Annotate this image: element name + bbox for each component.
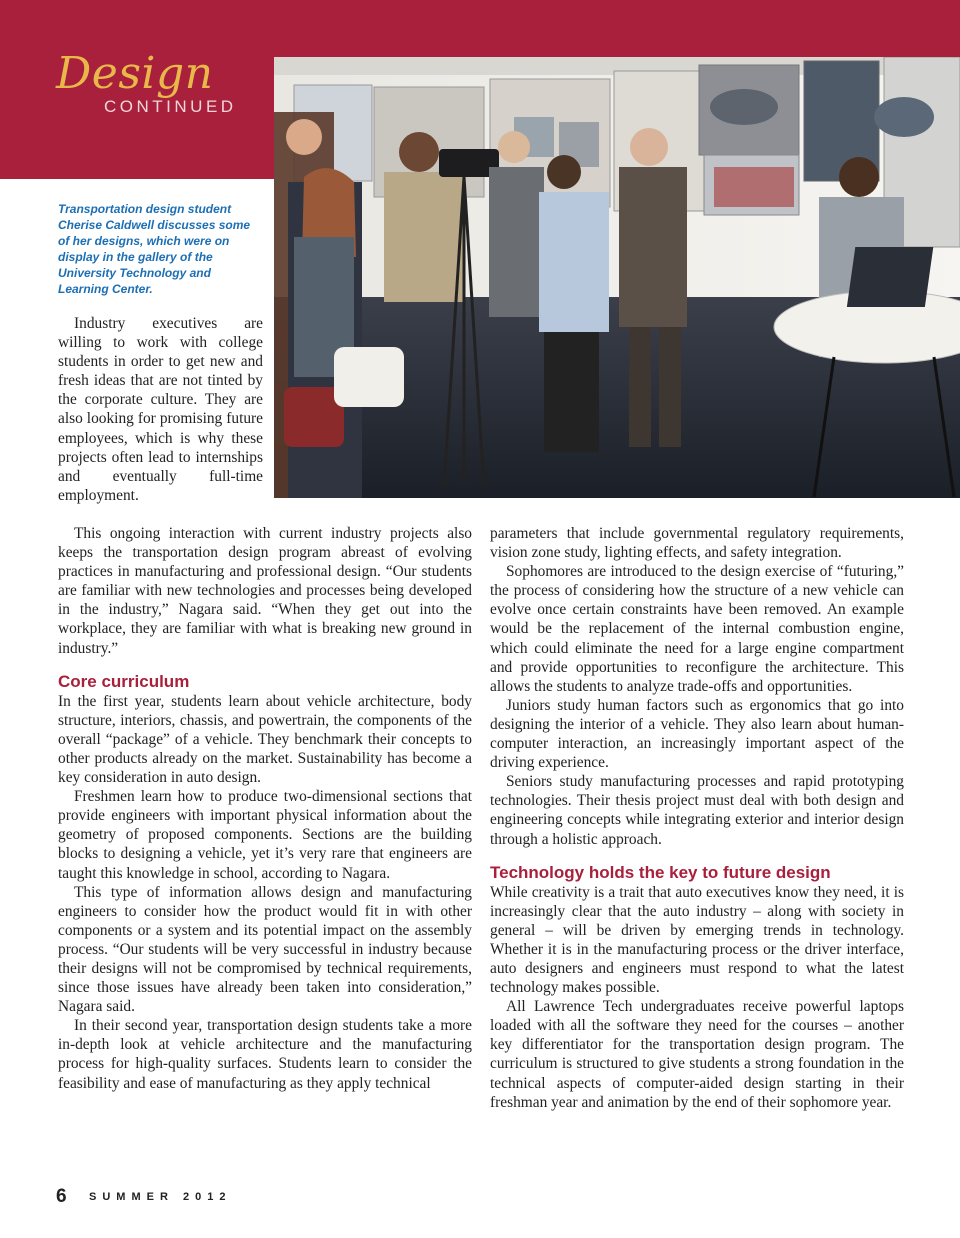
article-paragraph: Juniors study human factors such as ergonomics that go into designing the interior of a vehicle. They also learn about human-computer interaction, an increasingly important aspect of the driving experience.: [490, 696, 904, 772]
article-paragraph: parameters that include governmental regulatory requirements, vision zone study, lighting effects, and safety integration.: [490, 525, 904, 562]
heading-technology: Technology holds the key to future design: [490, 862, 831, 882]
issue-label: SUMMER 2012: [89, 1191, 232, 1203]
intro-column: [58, 314, 263, 505]
article-paragraph: Seniors study manufacturing processes and rapid prototyping technologies. Their thesis project must deal with both design and engineering concepts while integrating exterior and interior design through a holistic approach.: [490, 773, 904, 848]
article-paragraph: This type of information allows design and manufacturing engineers to consider how the product would fit in with other components or a system and its potential impact on the assembly process. “Our students will be very successful in industry because their designs will not be compromised by technical requirements, since those issues have already been taken into consideration,” Nagara said.: [58, 883, 472, 1016]
article-paragraph: In their second year, transportation design students take a more in-depth look at vehicle architecture and the manufacturing process for high-quality surfaces. Students learn to consider the feasibility and ease of manufacturing as they apply technical: [58, 1017, 472, 1092]
gallery-photo: [274, 57, 960, 498]
article-paragraph: Freshmen learn how to produce two-dimensional sections that provide engineers with important physical information about the geometry of proposed components. Sections are the building blocks to designing a vehicle, yet it’s very rare that engineers are taught this knowledge in school, according to Nagara.: [58, 788, 472, 882]
photo-caption: Transportation design student Cherise Caldwell discusses some of her designs, which were on display in the gallery of the University Technology and Learning Center.: [58, 202, 251, 296]
article-paragraph: While creativity is a trait that auto executives know they need, it is increasingly clear that the auto industry – along with society in general – will be driven by emerging trends in technology. Whether it is in the manufacturing process or the driver interface, auto designers and engineers must respond to what the latest technology makes possible.: [490, 883, 904, 997]
article-paragraph: This ongoing interaction with current industry projects also keeps the transportation design program abreast of evolving practices in manufacturing and professional design. “Our students are familiar with new technologies and processes being developed in the industry,” Nagara said. “When they get out into the workplace, they are familiar with what is breaking new ground in industry.”: [58, 525, 472, 657]
left-column: [58, 524, 472, 1093]
page-footer: [56, 1186, 231, 1208]
article-paragraph: Industry executives are willing to work with college students in order to get new and fresh ideas that are not tinted by the corporate culture. They are also looking for promising future employees, which is why these projects often lead to internships and eventually full-time employment.: [58, 315, 263, 504]
article-paragraph: All Lawrence Tech undergraduates receive powerful laptops loaded with all the software they need for the courses – another key differentiator for the transportation design program. The curriculum is structured to give students a strong foundation in the technical aspects of computer-aided design starting in their freshman year and animation by the end of their sophomore year.: [490, 998, 904, 1111]
page-number: 6: [56, 1186, 67, 1207]
right-column: [490, 524, 904, 1112]
article-paragraph: Sophomores are introduced to the design exercise of “futuring,” the process of considering how the structure of a new vehicle can evolve once certain constraints have been removed. An example would be the replacement of the internal combustion engine, which could eliminate the need for a large engine compartment and provide opportunities to reconfigure the architecture. This allows the students to analyze trade-offs and opportunities.: [490, 563, 904, 695]
article-paragraph: In the first year, students learn about vehicle architecture, body structure, interiors, chassis, and powertrain, the components of the overall “package” of a vehicle. They benchmark their concepts to other products already on the market. Sustainability has become a key consideration in auto design.: [58, 692, 472, 787]
section-continued-label: CONTINUED: [104, 97, 237, 116]
heading-core-curriculum: Core curriculum: [58, 671, 190, 691]
section-title: Design: [56, 48, 214, 99]
